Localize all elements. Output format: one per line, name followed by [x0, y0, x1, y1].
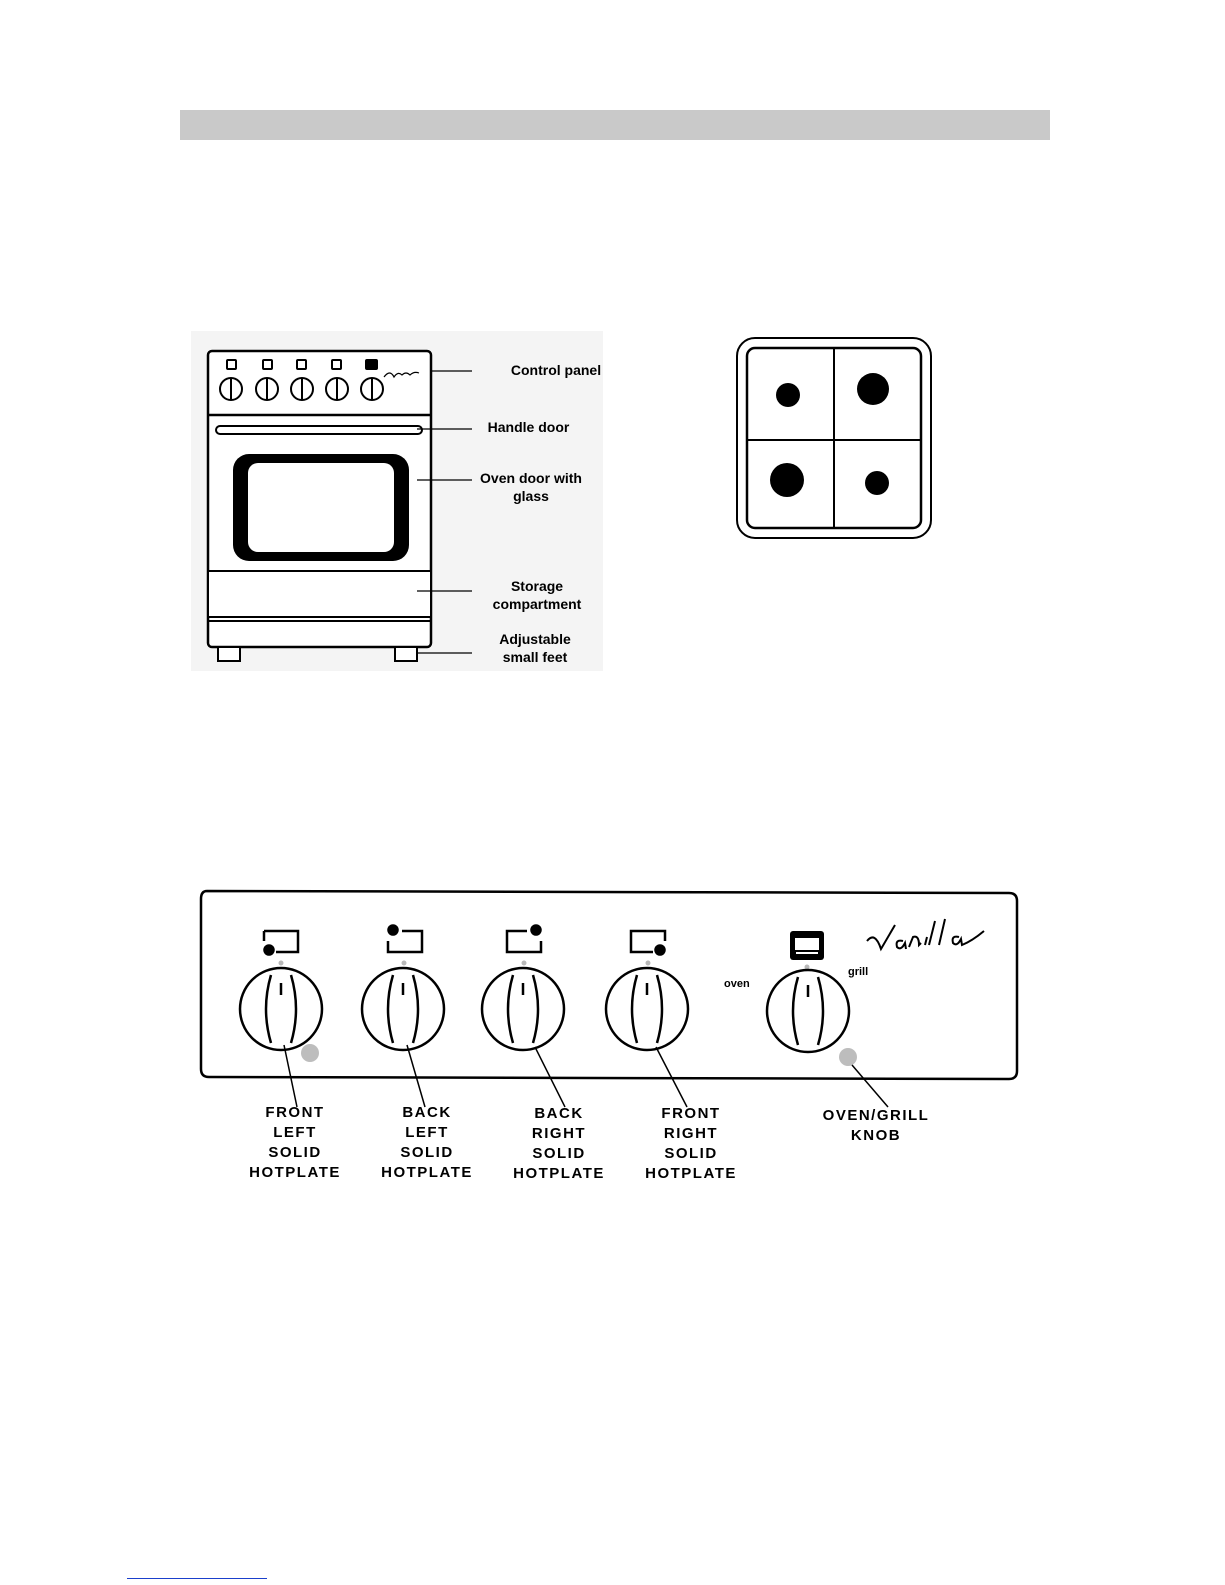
oven-label: oven [724, 978, 750, 990]
callout-adjustable-feet: Adjustable small feet [499, 631, 571, 665]
indicator-lamp-hotplates [301, 1044, 319, 1062]
knob-back-right [482, 968, 564, 1050]
indicator-lamp-oven [839, 1048, 857, 1066]
knob-front-left [240, 968, 322, 1050]
callout-storage-compartment: Storage compartment [492, 578, 582, 612]
footer-link-underline[interactable] [127, 1578, 267, 1579]
hotplate-back-right [857, 373, 889, 405]
hob-top-view-diagram [735, 336, 935, 542]
knob-label-front-left: FRONT LEFT SOLID HOTPLATE [249, 1104, 341, 1181]
hotplate-back-left [776, 383, 800, 407]
hotplate-front-right [865, 471, 889, 495]
knob-front-right [606, 968, 688, 1050]
knob-label-oven-grill: OVEN/GRILL KNOB [822, 1107, 930, 1144]
callout-control-panel: Control panel [510, 362, 602, 378]
knob-back-left [362, 968, 444, 1050]
section-header-bar [180, 110, 1050, 140]
knob-label-back-right: BACK RIGHT SOLID HOTPLATE [513, 1105, 605, 1182]
grill-label: grill [848, 966, 869, 978]
hotplate-front-left [770, 463, 804, 497]
callout-oven-door: Oven door with glass [480, 470, 582, 504]
knob-label-front-right: FRONT RIGHT SOLID HOTPLATE [645, 1105, 737, 1182]
oven-icon [790, 931, 824, 960]
knob-oven-grill [767, 970, 849, 1052]
callout-handle-door: Handle door [487, 419, 570, 435]
knob-label-back-left: BACK LEFT SOLID HOTPLATE [381, 1104, 473, 1181]
